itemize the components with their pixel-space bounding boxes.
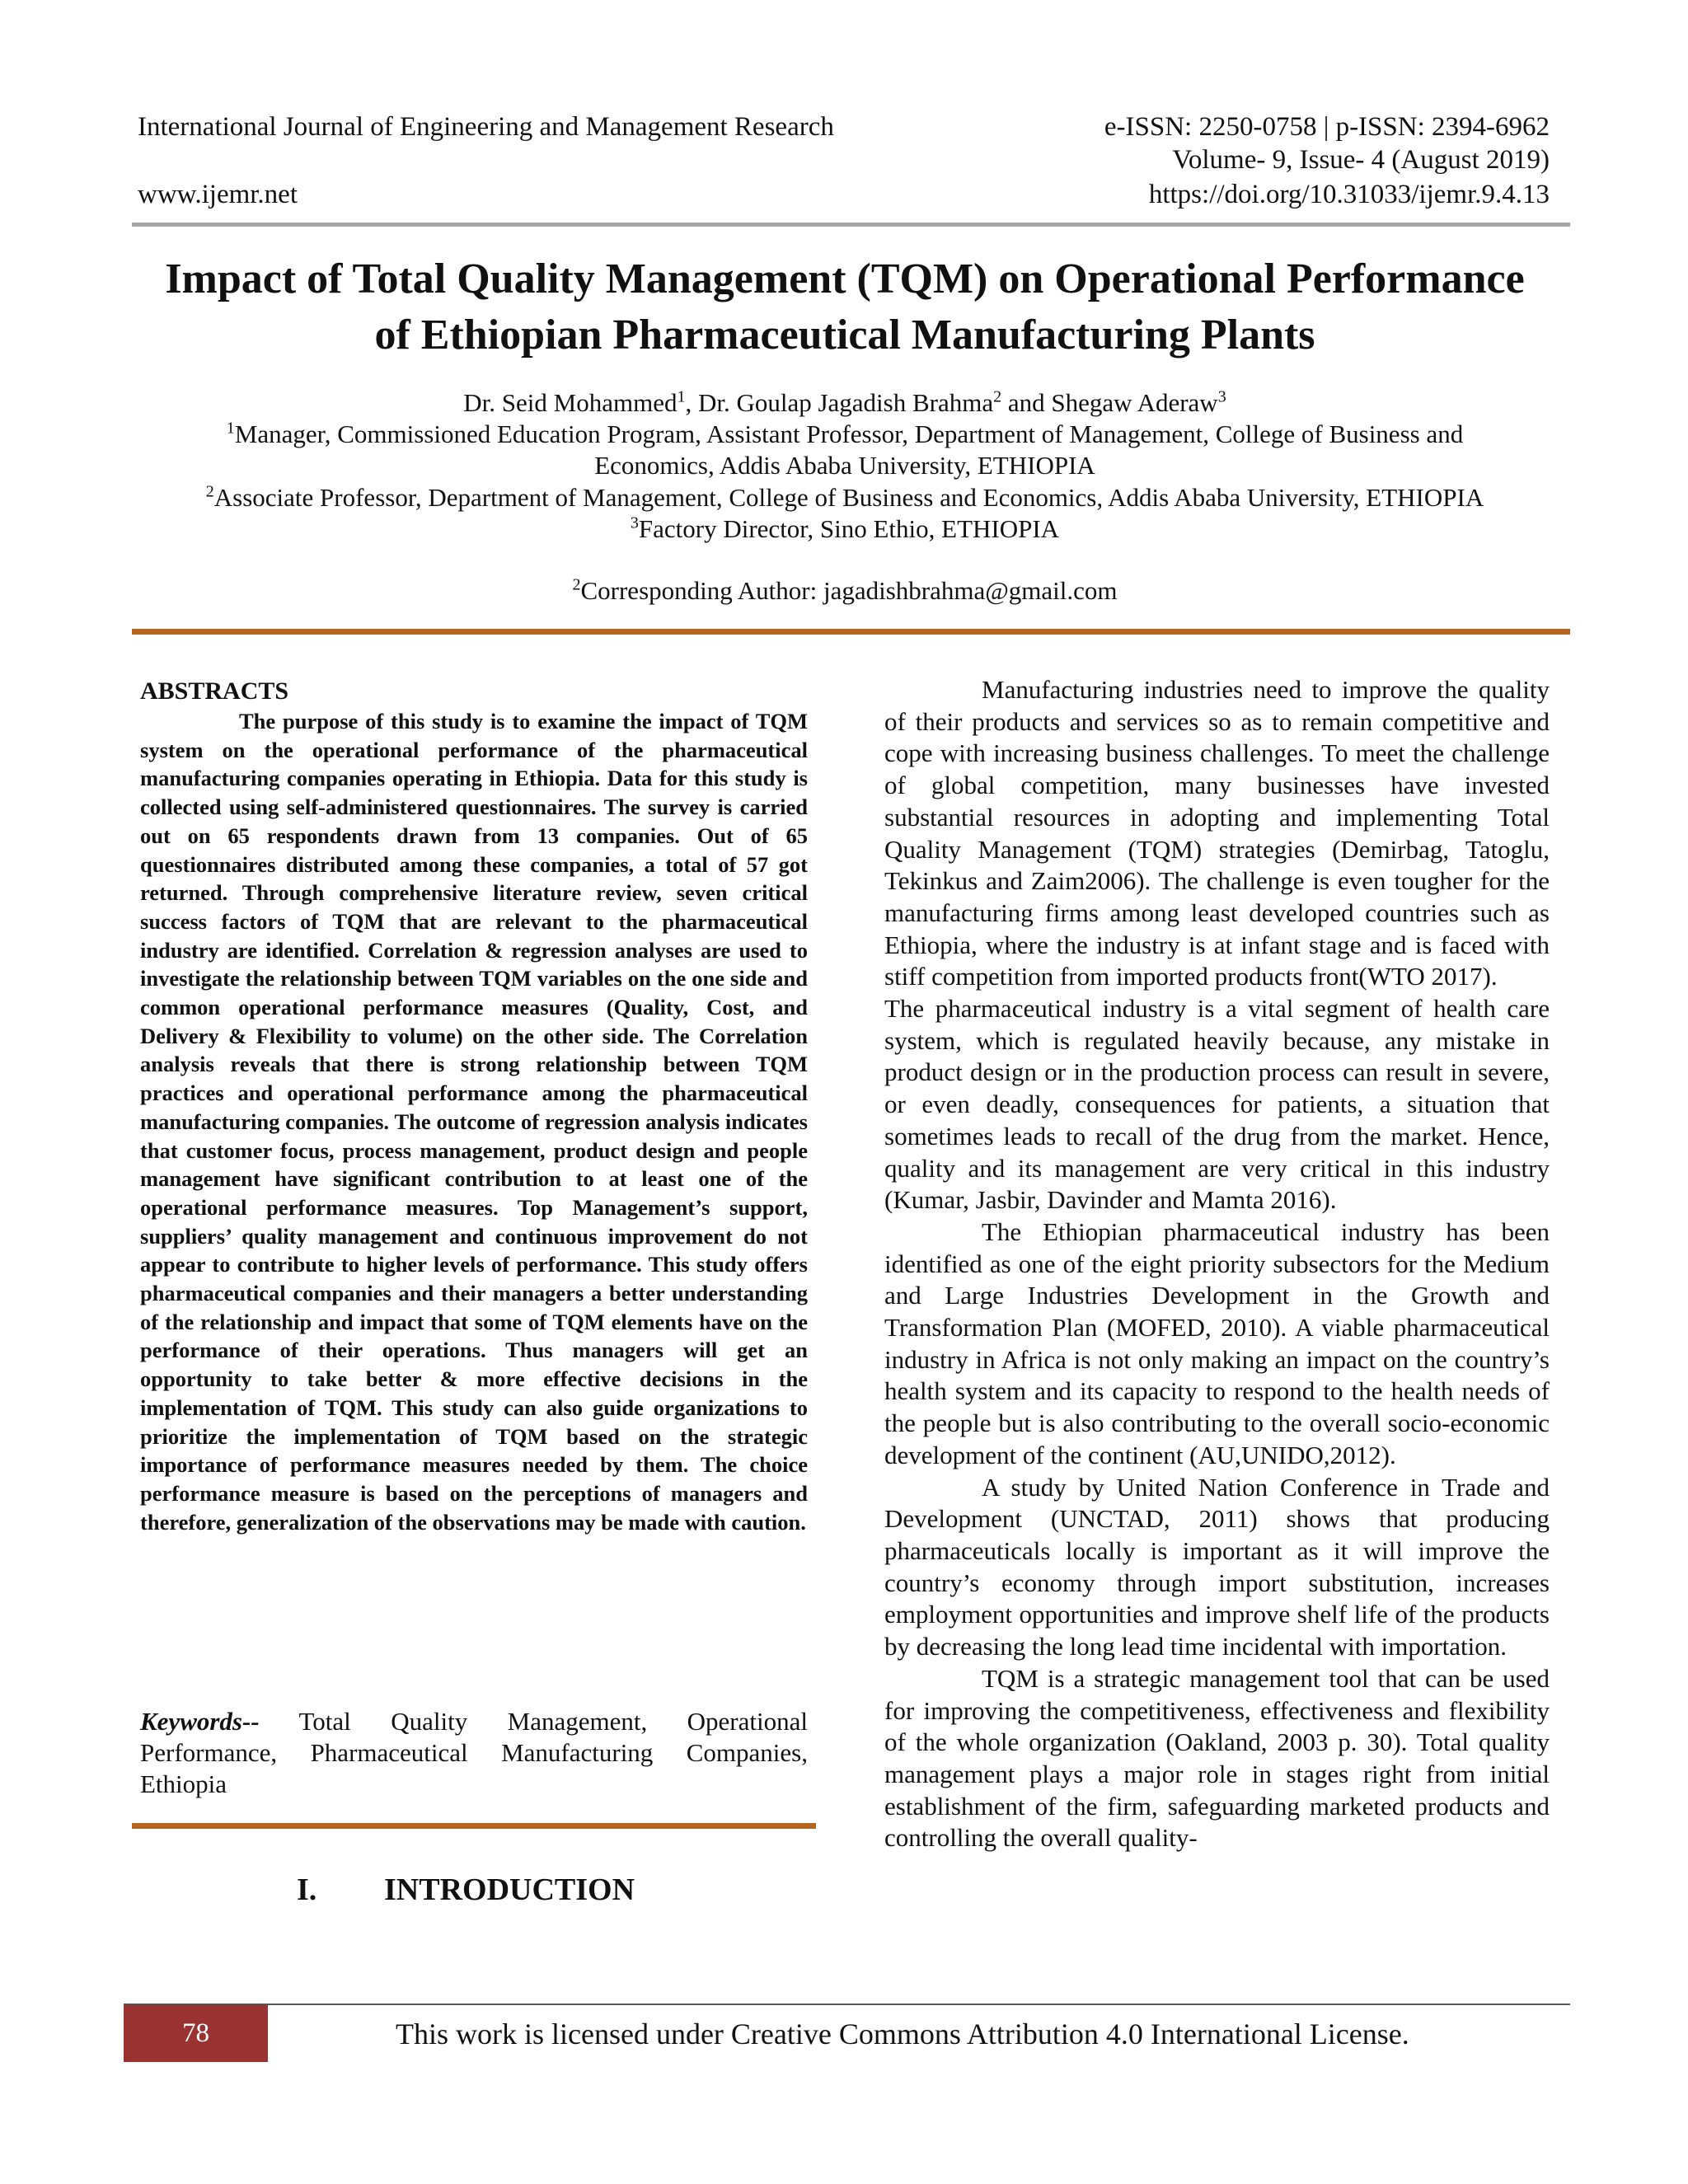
intro-paragraph: The pharmaceutical industry is a vital segment of health care system, which is regulated heavily because, any mistake in product design or in the production process can result in severe, or even deadly, consequences for patients, a situation that sometimes leads to recall of the drug from the market. Hence, quality and its management are very critical in this industry (Kumar, Jasbir, Davinder and Mamta 2016). (884, 994, 1550, 1215)
issn-info: e-ISSN: 2250-0758 | p-ISSN: 2394-6962 (1104, 112, 1550, 142)
affiliation-1 (107, 419, 1582, 450)
journal-website[interactable]: www.ijemr.net (138, 180, 298, 209)
affiliation-1-mark: 1 (226, 419, 235, 438)
affiliation-2 (107, 482, 1582, 513)
corresponding-text: Corresponding Author: jagadishbrahma@gmail.com (580, 576, 1118, 605)
author-1-mark: 1 (677, 387, 686, 406)
intro-paragraph: TQM is a strategic management tool that can be used for improving the competitiveness, effectiveness and flexibility of the whole organization (Oakland, 2003 p. 30). Total quality management plays a major role in stages right from initial establishment of the firm, safeguarding marketed products and controlling the overall quality- (884, 1663, 1550, 1853)
abstract-text: The purpose of this study is to examine the impact of TQM system on the operational performance of the pharmaceutical manufacturing companies operating in Ethiopia. Data for this study is collected using self-administered questionnaires. The survey is carried out on 65 respondents drawn from 13 companies. Out of 65 questionnaires distributed among these companies, a total of 57 got returned. Through comprehensive literature review, seven critical success factors of TQM that are relevant to the pharmaceutical industry are identified. Correlation & regression analyses are used to investigate the relationship between TQM variables on the one side and common operational performance measures (Quality, Cost, and Delivery & Flexibility to volume) on the other side. The Correlation analysis reveals that there is strong relationship between TQM practices and operational performance among the pharmaceutical manufacturing companies. The outcome of regression analysis indicates that customer focus, process management, product design and people management have significant contribution to at least one of the operational performance measures. Top Management’s support, suppliers’ quality management and continuous improvement do not appear to contribute to higher levels of performance. This study offers pharmaceutical companies and their managers a better understanding of the relationship and impact that some of TQM elements have on the performance of their operations. Thus managers will get an opportunity to take better & more effective decisions in the implementation of TQM. This study can also guide organizations to prioritize the implementation of TQM based on the strategic importance of performance measures needed by them. The choice performance measure is based on the perceptions of managers and therefore, generalization of the observations may be made with caution. (140, 709, 808, 1535)
author-3-mark: 3 (1217, 387, 1226, 406)
affiliation-2-text: Associate Professor, Department of Management, College of Business and Economics, Addis Ababa University, ETHIOPIA (213, 483, 1484, 512)
abstract-heading: ABSTRACTS (140, 677, 289, 705)
introduction-body (884, 674, 1550, 1854)
abstract-divider (132, 1823, 816, 1829)
corresponding-author (107, 575, 1582, 607)
title-line-1: Impact of Total Quality Management (TQM) on Operational Performance (165, 255, 1525, 302)
author-2: Dr. Goulap Jagadish Brahma (697, 388, 994, 417)
title-line-2: of Ethiopian Pharmaceutical Manufacturing Plants (374, 312, 1315, 359)
affiliation-1-cont (107, 450, 1582, 481)
intro-paragraph: Manufacturing industries need to improve the quality of their products and services so as to remain competitive and cope with increasing business challenges. To meet the challenge of global competition, many businesses have invested substantial resources in adopting and implementing Total Quality Management (TQM) strategies (Demirbag, Tatoglu, Tekinkus and Zaim2006). The challenge is even tougher for the manufacturing firms among least developed countries such as Ethiopia, where the industry is at infant stage and is faced with stiff competition from imported products front(WTO 2017). (884, 675, 1550, 991)
affiliation-1-line-1: Manager, Commissioned Education Program, Assistant Professor, Department of Management, College of Business and (234, 419, 1464, 448)
keywords-label: Keywords-- (140, 1707, 260, 1736)
section-title: INTRODUCTION (384, 1872, 635, 1907)
intro-paragraph: A study by United Nation Conference in Trade and Development (UNCTAD, 2011) shows that producing pharmaceuticals locally is important as it will improve the country’s economy through import substitution, increases employment opportunities and improve shelf life of the products by decreasing the long lead time incidental with importation. (884, 1472, 1550, 1661)
title-block-divider (132, 629, 1570, 635)
keywords-text: Total Quality Management, Operational Performance, Pharmaceutical Manufacturing Companies, Ethiopia (140, 1707, 808, 1798)
section-number: I. (297, 1872, 317, 1907)
affiliation-2-mark: 2 (205, 482, 214, 501)
affiliation-3-mark: 3 (630, 513, 639, 532)
author-list (107, 387, 1582, 419)
page-number: 78 (124, 2005, 268, 2062)
corresponding-mark: 2 (572, 575, 581, 594)
affiliation-3-text: Factory Director, Sino Ethio, ETHIOPIA (638, 514, 1060, 543)
paper-title (107, 251, 1582, 363)
intro-paragraph: The Ethiopian pharmaceutical industry has been identified as one of the eight priority subsectors for the Medium and Large Industries Development in the Growth and Transformation Plan (MOFED, 2010). A viable pharmaceutical industry in Africa is not only making an impact on the country’s health system and its capacity to respond to the health needs of the people but is also contributing to the overall socio-economic development of the continent (AU,UNIDO,2012). (884, 1216, 1550, 1469)
affiliation-1-line-2: Economics, Addis Ababa University, ETHIOPIA (594, 451, 1095, 480)
license-notice: This work is licensed under Creative Commons Attribution 4.0 International License. (396, 2018, 1409, 2050)
doi-link[interactable]: https://doi.org/10.31033/ijemr.9.4.13 (1148, 180, 1550, 209)
author-separator: , (685, 388, 698, 417)
keywords (140, 1706, 808, 1800)
footer-divider (124, 2004, 1570, 2005)
author-3: Shegaw Aderaw (1051, 388, 1218, 417)
header-divider (132, 223, 1570, 227)
volume-issue: Volume- 9, Issue- 4 (August 2019) (1172, 145, 1550, 175)
affiliation-3 (107, 513, 1582, 545)
author-conjunction: and (1001, 388, 1052, 417)
author-2-mark: 2 (993, 387, 1002, 406)
author-1: Dr. Seid Mohammed (463, 388, 678, 417)
journal-name: International Journal of Engineering and Management Research (138, 112, 834, 142)
